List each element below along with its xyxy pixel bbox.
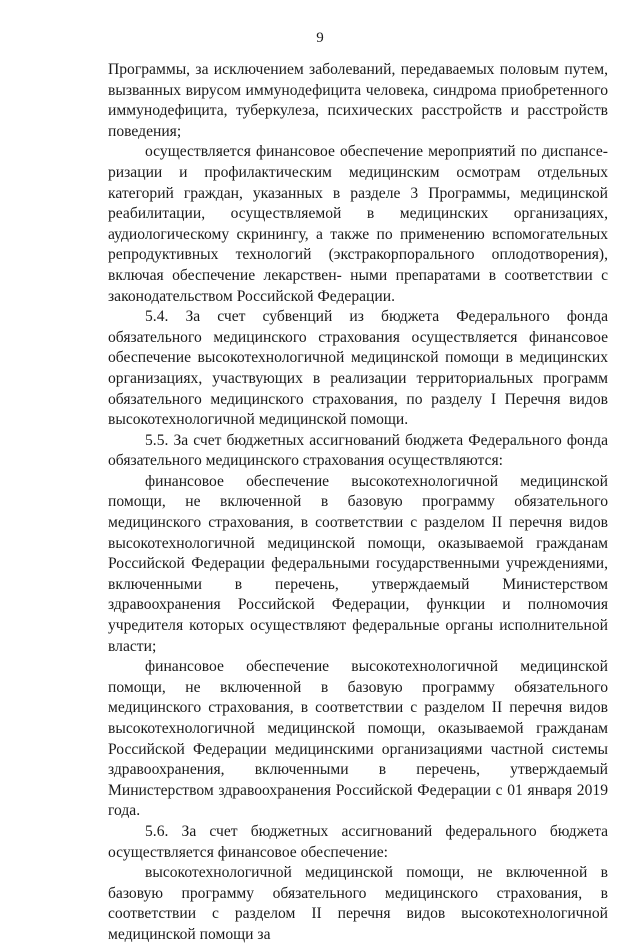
document-body [108,60,608,946]
paragraph-private-organizations: финансовое обеспечение высокотехнологичной медицинской помощи, не включенной в базовую программу обязательного медицинского страхования, в соответствии с разделом II перечня видов высокотехнологичной медицинской помощи, оказываемой гражданам Российской Федерации медицинскими организациями частной системы здравоохранения, включенными в перечень, утверждаемый Министерством здравоохранения Российской Федерации с 01 января 2019 года. [108,658,608,820]
paragraph-disease-exclusions: Программы, за исключением заболеваний, передаваемых половым путем, вызванных вирусом иммунодефицита человека, синдрома приобретенного иммунодефицита, туберкулеза, психических расстройств и расстройств поведения; [108,61,608,140]
paragraph-5-5: 5.5. За счет бюджетных ассигнований бюджета Федерального фонда обязательного медицинского страхования осуществляются: [108,431,608,470]
paragraph-dispensary-financing: осуществляется финансовое обеспечение мероприятий по диспансе- ризации и профилактическим медицинским осмотрам отдельных категорий граждан, указанных в разделе 3 Программы, медицинской реабилитации, осуществляемой в медицинских организациях, аудиологическому скринингу, а также по применению вспомогательных репродуктивных технологий (экстракорпорального оплодотворения), включая обеспечение лекарствен- ными препаратами в соответствии с законодательством Российской Федерации. [108,143,608,305]
paragraph-federal-institutions: финансовое обеспечение высокотехнологичной медицинской помощи, не включенной в базовую программу обязательного медицинского страхования, в соответствии с разделом II перечня видов высокотехнологичной медицинской помощи, оказываемой гражданам Российской Федерации федеральными государственными учреждениями, включенными в перечень, утверждаемый Министерством здравоохранения Российской Федерации, функции и полномочия учредителя которых осуществляют федеральные органы исполнительной власти; [108,472,608,655]
paragraph-high-tech-care: высокотехнологичной медицинской помощи, не включенной в базовую программу обязательного медицинского страхования, в соответствии с разделом II перечня видов высокотехнологичной медицинской помощи за [108,864,608,943]
paragraph-5-4: 5.4. За счет субвенций из бюджета Федерального фонда обязательного медицинского страхования осуществляется финансовое обеспечение высокотехнологичной медицинской помощи в медицинских организациях, участвующих в реализации территориальных программ обязательного медицинского страхования, по разделу I Перечня видов высокотехнологичной медицинской помощи. [108,308,608,429]
paragraph-5-6: 5.6. За счет бюджетных ассигнований федерального бюджета осуществляется финансовое обеспечение: [108,822,608,861]
page-number: 9 [316,30,324,46]
